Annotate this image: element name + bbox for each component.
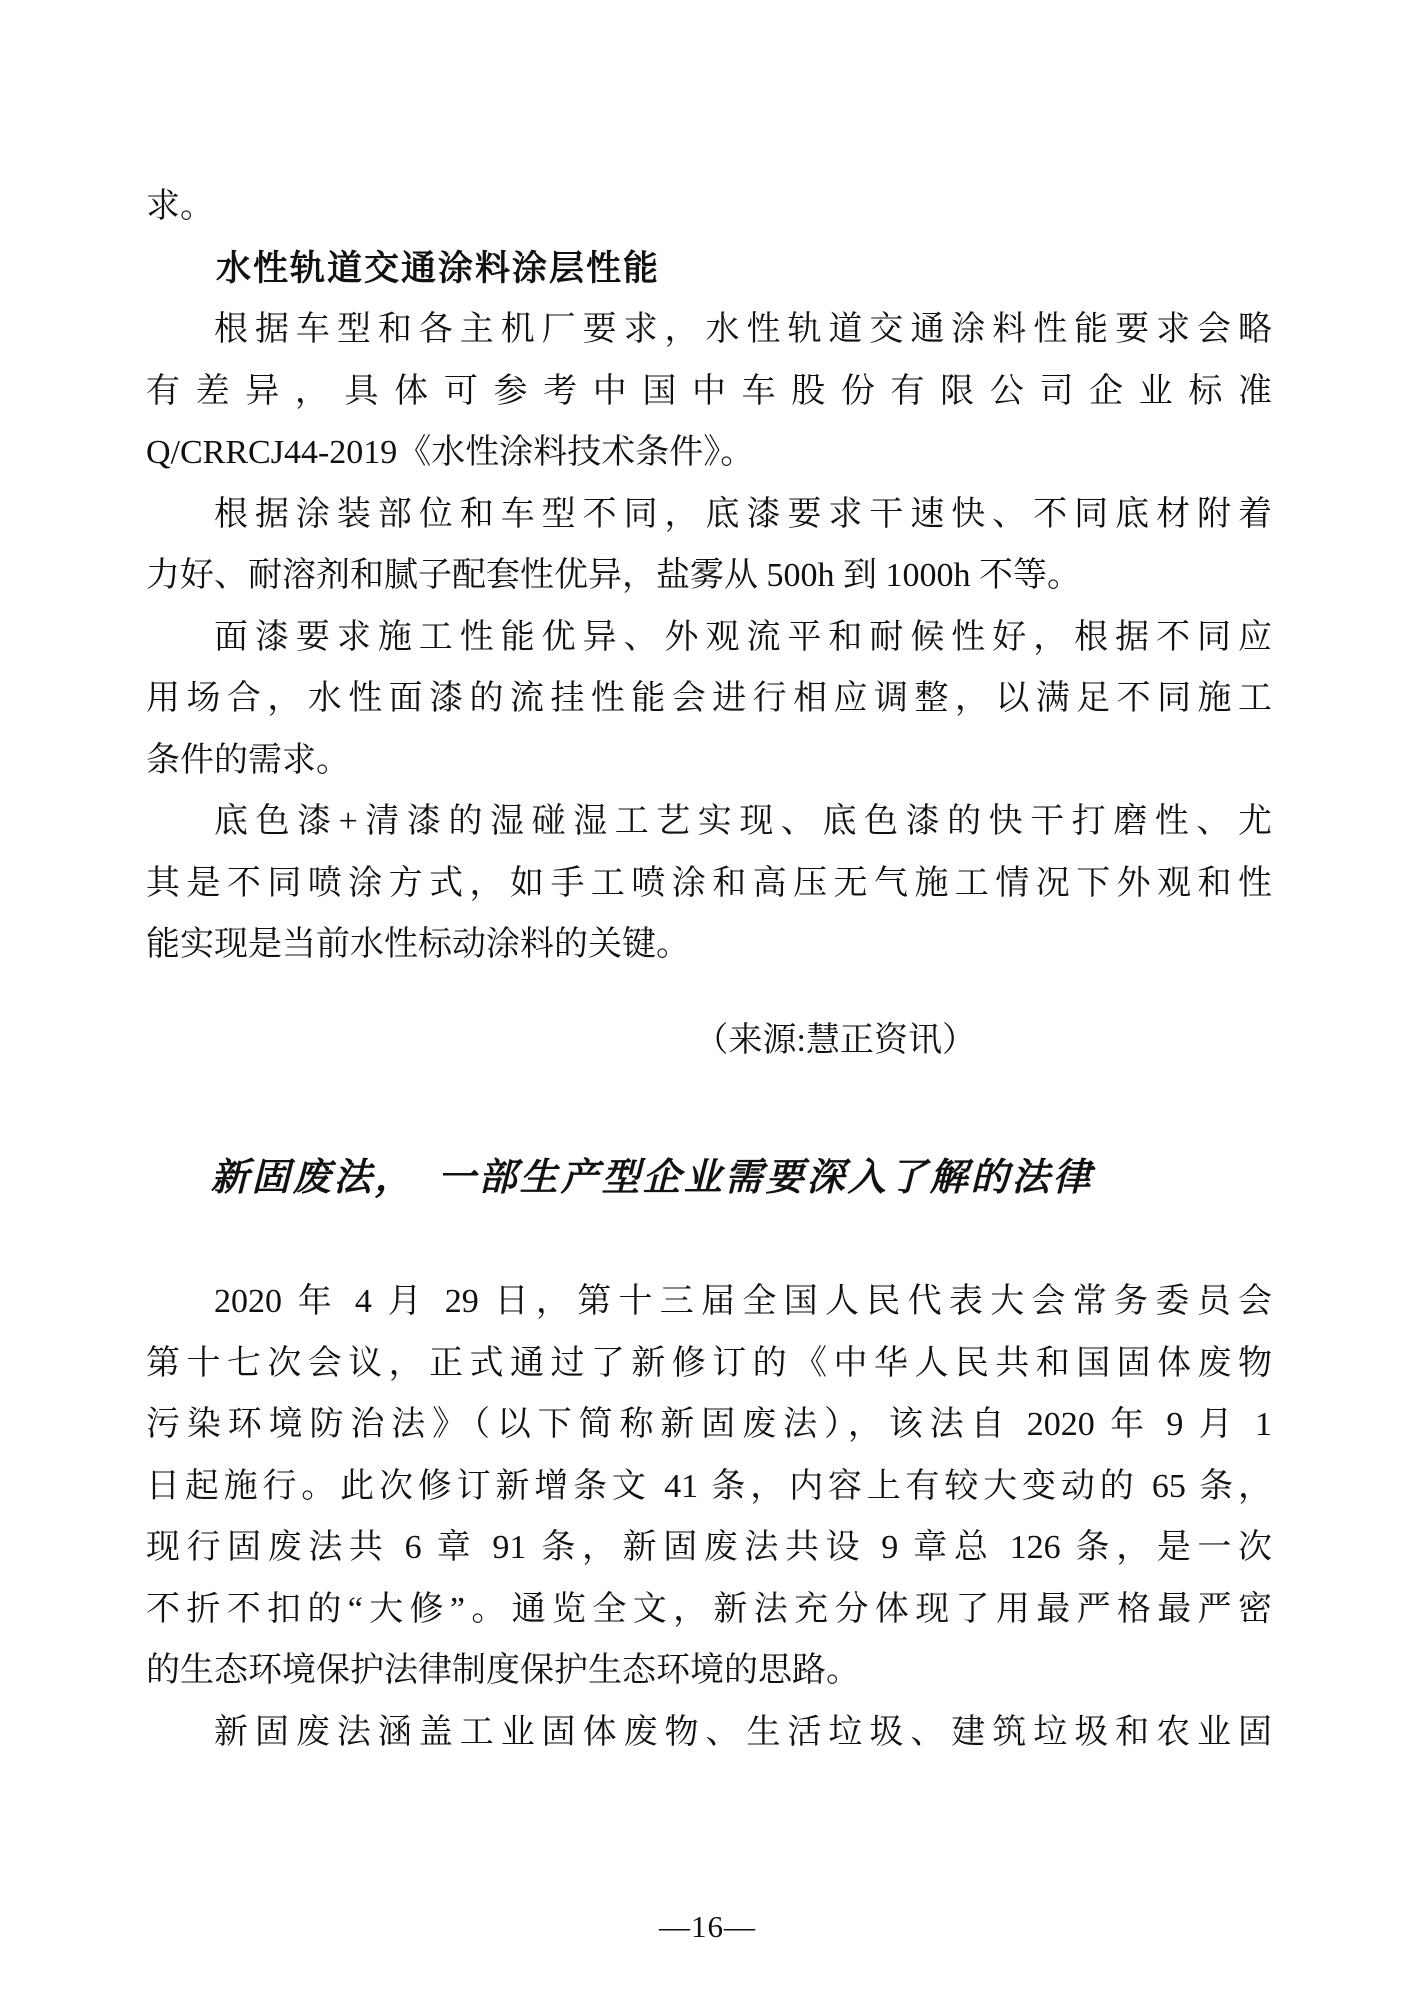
text-line: 底色漆+清漆的湿碰湿工艺实现、底色漆的快干打磨性、尤 bbox=[214, 803, 1272, 840]
text-line: 的生态环境保护法律制度保护生态环境的思路。 bbox=[146, 1652, 860, 1689]
law-paragraph-lines bbox=[146, 1271, 1272, 1763]
text-line: 有差异，具体可参考中国中车股份有限公司企业标准 bbox=[146, 372, 1272, 410]
text-line: 根据涂装部位和车型不同，底漆要求干速快、不同底材附着 bbox=[214, 495, 1272, 533]
page-number: —16— bbox=[659, 1909, 756, 1944]
text-line: Q/CRRCJ44-2019《水性涂料技术条件》。 bbox=[146, 434, 755, 471]
text-line: 不折不扣的“大修”。通览全文，新法充分体现了用最严格最严密 bbox=[146, 1590, 1272, 1628]
text-line: 2020 年 4 月 29 日，第十三届全国人民代表大会常务委员会 bbox=[214, 1283, 1272, 1320]
text-line: 日起施行。此次修订新增条文 41 条，内容上有较大变动的 65 条， bbox=[146, 1467, 1272, 1505]
text-line: 面漆要求施工性能优异、外观流平和耐候性好，根据不同应 bbox=[214, 618, 1272, 656]
text-line: 其是不同喷涂方式，如手工喷涂和高压无气施工情况下外观和性 bbox=[146, 864, 1272, 902]
text-line: 污染环境防治法》（以下简称新固废法），该法自 2020 年 9 月 1 bbox=[146, 1406, 1272, 1443]
article-heading-new-solid-waste-law: 新固废法， 一部生产型企业需要深入了解的法律 bbox=[210, 1157, 1094, 1199]
source-attribution: （来源:慧正资讯） bbox=[694, 1021, 976, 1059]
text-block bbox=[146, 176, 1272, 1763]
continuation-line: 求。 bbox=[146, 188, 214, 225]
text-line: 用场合，水性面漆的流挂性能会进行相应调整，以满足不同施工 bbox=[146, 680, 1272, 717]
text-line: 第十七次会议，正式通过了新修订的《中华人民共和国固体废物 bbox=[146, 1344, 1272, 1382]
text-line: 能实现是当前水性标动涂料的关键。 bbox=[146, 926, 690, 963]
text-line: 新固废法涵盖工业固体废物、生活垃圾、建筑垃圾和农业固 bbox=[214, 1713, 1272, 1751]
coatings-paragraph-lines bbox=[146, 299, 1272, 976]
text-line: 力好、耐溶剂和腻子配套性优异，盐雾从 500h 到 1000h 不等。 bbox=[146, 557, 1081, 594]
section-heading-coating-performance: 水性轨道交通涂料涂层性能 bbox=[216, 248, 661, 288]
text-line: 根据车型和各主机厂要求，水性轨道交通涂料性能要求会略 bbox=[214, 311, 1272, 348]
text-line: 现行固废法共 6 章 91 条，新固废法共设 9 章总 126 条，是一次 bbox=[146, 1529, 1272, 1566]
text-line: 条件的需求。 bbox=[146, 741, 350, 779]
